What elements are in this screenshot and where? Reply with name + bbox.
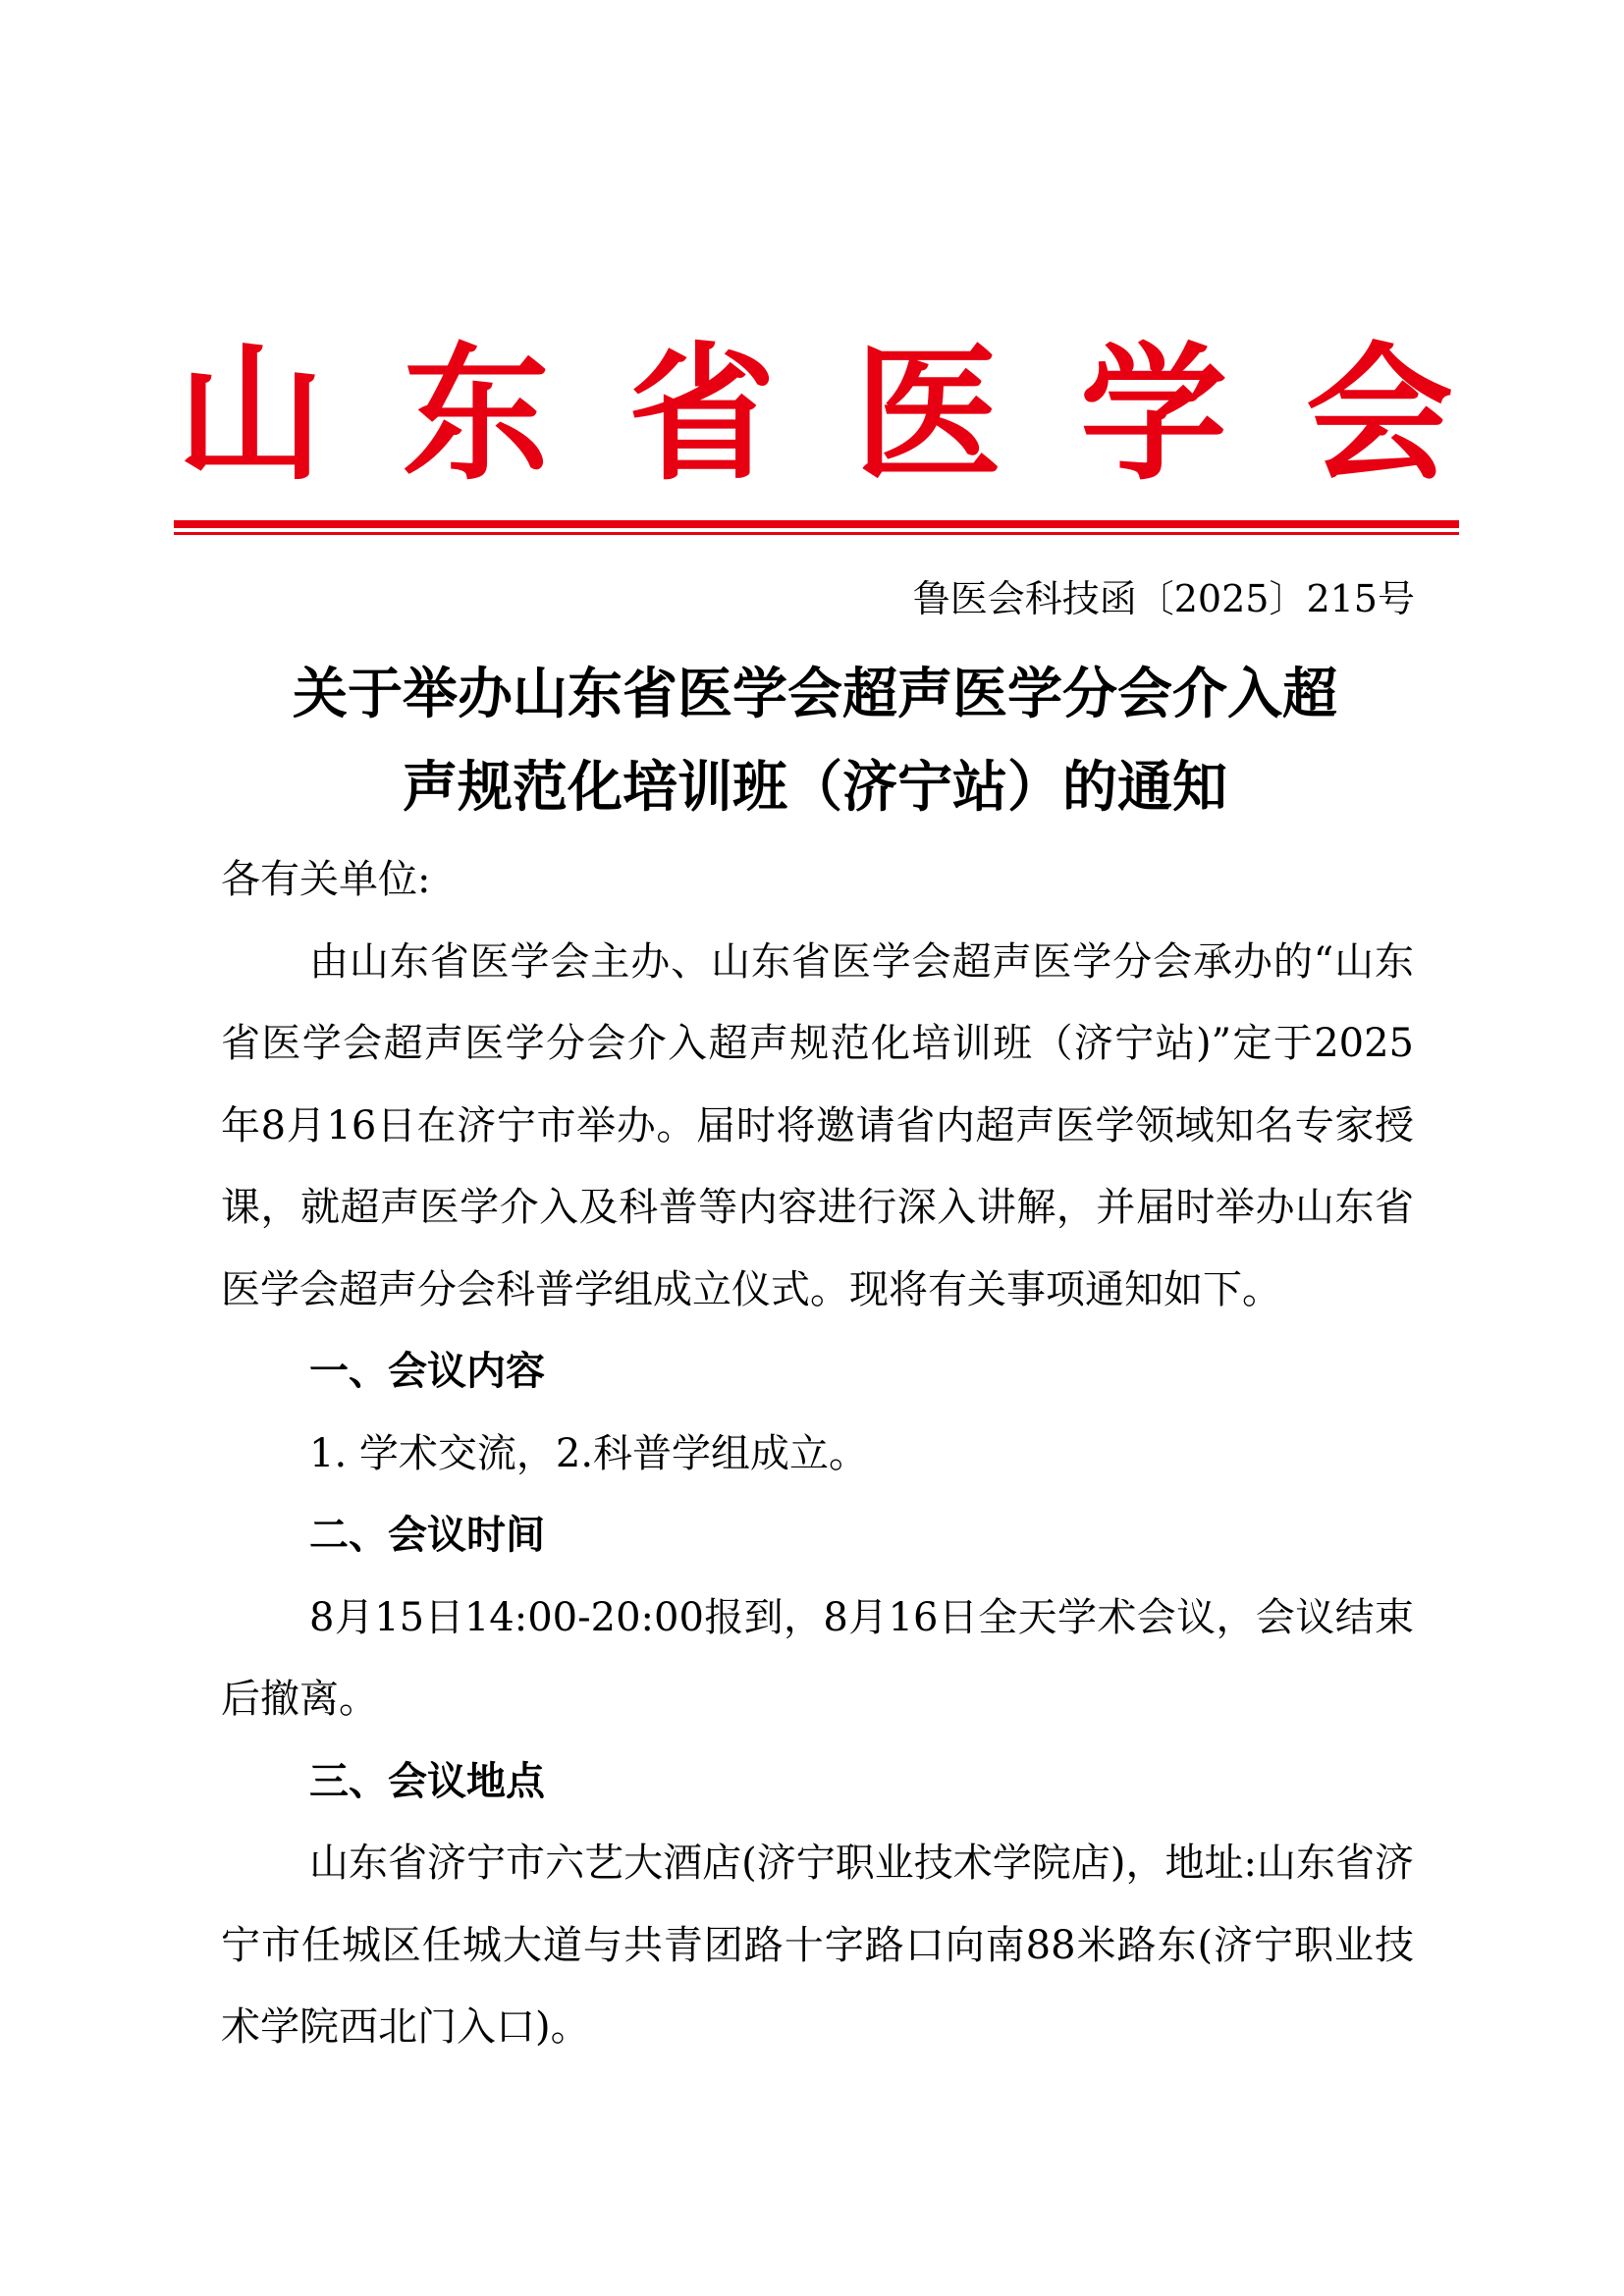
salutation: 各有关单位: xyxy=(221,857,431,902)
letterhead-char: 会 xyxy=(1305,328,1453,501)
section-text-time: 8月15日14:00-20:00报到，8月16日全天学术会议，会议结束后撤离。 xyxy=(221,1594,1414,1722)
letterhead-char: 省 xyxy=(627,328,776,501)
letterhead-char: 山 xyxy=(177,328,325,501)
section-heading-content: 一、会议内容 xyxy=(309,1349,545,1394)
notice-title-line: 关于举办山东省医学会超声医学分会介入超 xyxy=(293,663,1337,726)
letterhead-char: 东 xyxy=(402,328,550,501)
section-text-content: 1. 学术交流，2.科普学组成立。 xyxy=(309,1430,869,1476)
section-text-venue: 山东省济宁市六艺大酒店(济宁职业技术学院店)，地址:山东省济宁市任城区任城大道与共青团路十字路口向南88米路东(济宁职业技术学院西北门入口)。 xyxy=(221,1841,1414,2050)
section-heading-venue: 三、会议地点 xyxy=(309,1758,545,1804)
notice-title xyxy=(177,648,1453,834)
letterhead-char: 医 xyxy=(853,328,1001,501)
intro-paragraph: 由山东省医学会主办、山东省医学会超声医学分会承办的“山东省医学会超声医学分会介入超声规范化培训班（济宁站)”定于2025年8月16日在济宁市举办。届时将邀请省内超声医学领域知名专家授课，就超声医学介入及科普等内容进行深入讲解，并届时举办山东省医学会超声分会科普学组成立仪式。现将有关事项通知如下。 xyxy=(221,938,1414,1312)
letterhead-title xyxy=(177,329,1453,501)
notice-body xyxy=(221,839,1414,2069)
letterhead-rule-thin xyxy=(174,532,1459,535)
section-heading-time: 二、会议时间 xyxy=(309,1513,545,1558)
letterhead-rule-thick xyxy=(174,520,1459,528)
notice-title-line: 声规范化培训班（济宁站）的通知 xyxy=(403,756,1227,820)
letterhead-char: 学 xyxy=(1079,328,1227,501)
document-number: 鲁医会科技函〔2025〕215号 xyxy=(912,577,1415,620)
